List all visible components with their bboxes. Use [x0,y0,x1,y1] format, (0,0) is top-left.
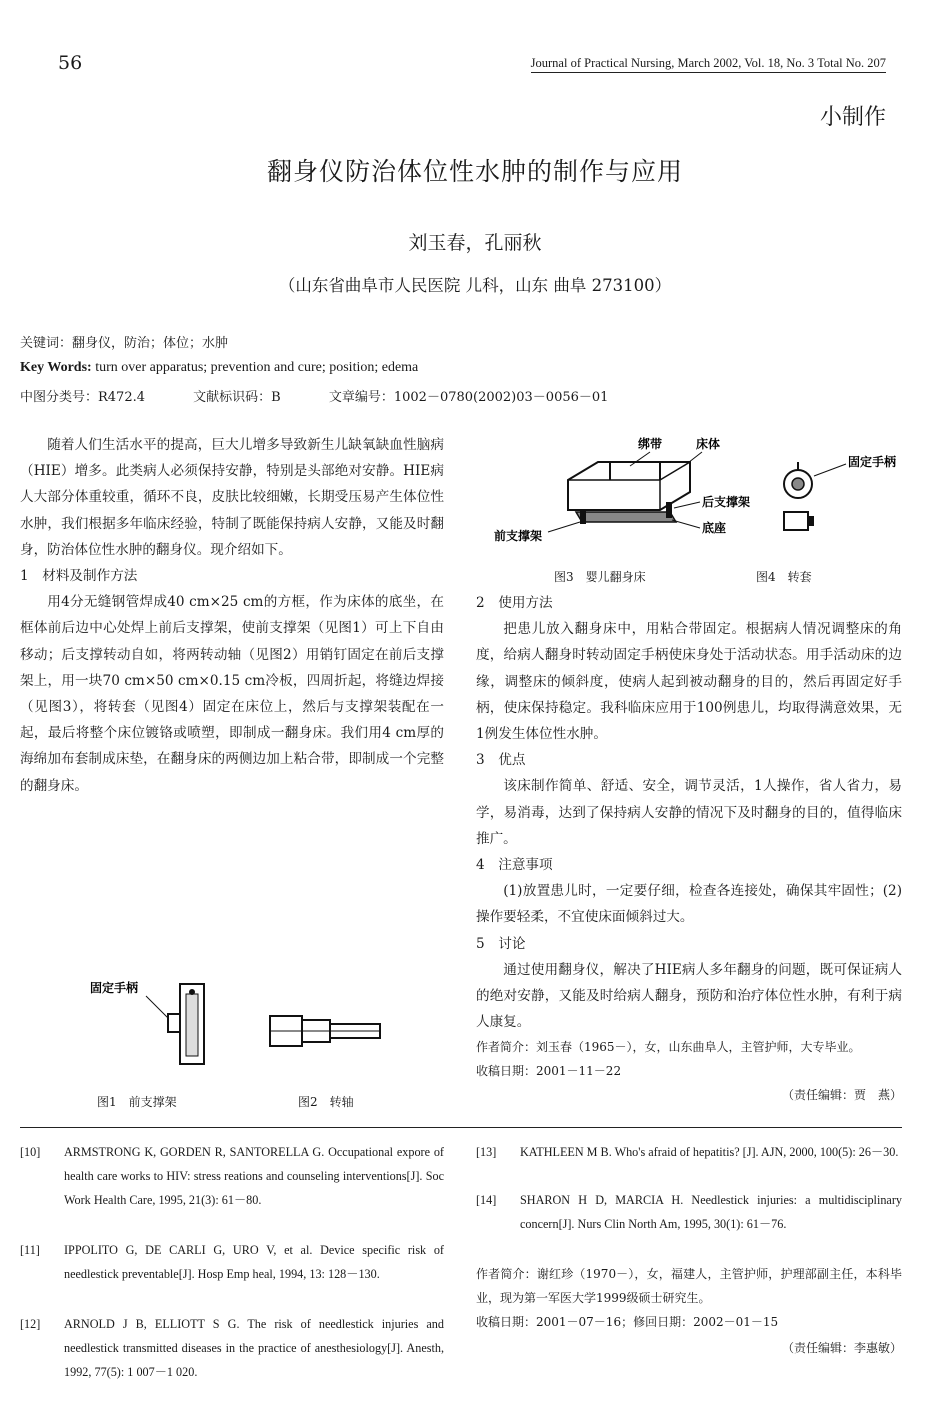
right-column [476,590,902,1107]
section-paragraph: 通过使用翻身仪，解决了HIE病人多年翻身的问题，既可保证病人的绝对安静，又能及时给病人翻身，预防和治疗体位性水肿，有利于病人康复。 [476,961,902,1031]
fig4-leader [814,464,846,476]
fig4-side-view [784,512,808,530]
received-date: 收稿日期：2001－11－22 [476,1064,622,1079]
figure-1-2-drawing [80,972,400,1072]
section-heading: 4 注意事项 [476,857,553,874]
fig3-base [576,512,676,522]
fig1-handle-label: 固定手柄 [90,981,139,995]
reference-item [20,1140,444,1212]
fig3-front-label: 前支撑架 [494,529,543,543]
reference-item [476,1140,902,1164]
reference-text: IPPOLITO G, DE CARLI G, URO V, et al. Device specific risk of needlestick preventable[J]. Hosp Emp heal, 1994, 13: 128－130. [64,1243,444,1281]
fig3-front-support [580,510,586,524]
fig1-slot [186,994,198,1056]
reference-number: [11] [20,1243,40,1257]
section-paragraph: 把患儿放入翻身床中，用粘合带固定。根据病人情况调整床的角度，给病人翻身时转动固定手柄使床身处于活动状态。用手活动床的边缘，调整床的倾斜度，使病人起到被动翻身的目的，然后再固定好手柄，使床保持稳定。我科临床应用于100例患儿，均取得满意效果，无1例发生体位性水肿。 [476,621,902,743]
section-heading: 3 优点 [476,752,526,769]
class-number: 中图分类号：R472.4 [20,390,146,405]
fig1-pin [189,989,195,995]
responsible-editor: （责任编辑：贾 燕） [781,1088,902,1103]
fig3-rear-label: 后支撑架 [702,495,751,509]
reference-item [20,1312,444,1384]
figure-3-4-drawing [480,432,910,562]
classification [20,386,652,405]
fig2-caption: 图2 转轴 [298,1095,354,1109]
fig3-strap-label: 绑带 [638,437,663,451]
reference-text: ARNOLD J B, ELLIOTT S G. The risk of needlestick injuries and needlestick transmitted diseases in the practice of anesthesiology[J]. Anesth, 1992, 77(5): 1 007－1 020. [64,1317,444,1379]
fig3-bed-label: 床体 [696,437,721,451]
reference-text: SHARON H D, MARCIA H. Needlestick injuries: a multidisciplinary concern[J]. Nurs Clin North Am, 1995, 30(1): 61－76. [520,1193,902,1231]
fig3-front-leader [548,522,580,532]
author-bio: 作者简介：刘玉春（1965－），女，山东曲阜人，主管护师，大专毕业。 [476,1040,861,1055]
fig1-leader-line [146,996,170,1020]
fig4-handle-label: 固定手柄 [848,455,897,469]
page-number: 56 [58,52,83,74]
keywords-cn: 关键词：翻身仪，防治；体位；水肿 [20,336,229,351]
article-title: 翻身仪防治体位性水肿的制作与应用 [266,157,683,186]
section-heading: 1 材料及制作方法 [20,568,138,585]
reference-number: [13] [476,1145,497,1159]
section-heading: 2 使用方法 [476,595,553,611]
prev-author-bio: 作者简介：谢红珍（1970－），女，福建人，主管护师，护理部副主任，本科毕业，现为第一军医大学1999级硕士研究生。 [476,1267,902,1305]
reference-item [20,1238,444,1286]
prev-responsible-editor: （责任编辑：李惠敏） [781,1341,902,1355]
keywords-en [20,360,418,376]
fig4-sleeve-core [792,478,804,490]
reference-text: ARMSTRONG K, GORDEN R, SANTORELLA G. Occupational expore of health care works to HIV: stress reations and counseling interventions[J]. Soc Work Health Care, 1995, 21(3): 61－80. [64,1145,444,1207]
fig3-rear-support [666,502,672,518]
fig3-caption: 图3 婴儿翻身床 [554,570,646,584]
fig3-base-leader [672,520,700,528]
section-divider [20,1127,902,1128]
section-paragraph: (1)放置患儿时，一定要仔细，检查各连接处，确保其牢固性；(2)操作要轻柔，不宜使床面倾斜过大。 [476,883,902,926]
reference-number: [12] [20,1317,41,1331]
fig4-side-pin [808,516,814,526]
fig1-caption: 图1 前支撑架 [97,1095,177,1109]
affiliation: （山东省曲阜市人民医院 儿科，山东 曲阜 273100） [278,276,672,295]
intro-paragraph: 随着人们生活水平的提高，巨大儿增多导致新生儿缺氧缺血性脑病（HIE）增多。此类病人必须保持安静，特别是头部绝对安静。HIE病人大部分体重较重，循环不良，皮肤比较细嫩，长期受压易产生体位性水肿，我们根据多年临床经验，特制了既能保持病人安静，又能及时翻身，防治体位性水肿的翻身仪。现介绍如下。 [20,437,444,558]
journal-header: Journal of Practical Nursing, March 2002, Vol. 18, No. 3 Total No. 207 [531,56,886,73]
fig1-handle [168,1014,180,1032]
keywords-en-label: Key Words: [20,360,92,375]
reference-number: [10] [20,1145,41,1159]
doc-code: 文献标识码：B [193,390,281,405]
fig3-bed-leader [684,452,702,466]
left-column [20,432,444,799]
reference-text: KATHLEEN M B. Who's afraid of hepatitis? [J]. AJN, 2000, 100(5): 26－30. [520,1145,899,1159]
prev-received-date: 收稿日期：2001－07－16；修回日期：2002－01－15 [476,1315,779,1329]
reference-number: [14] [476,1193,497,1207]
section-paragraph: 用4分无缝钢管焊成40 cm×25 cm的方框，作为床体的底坐，在框体前后边中心处焊上前后支撑架，使前支撑架（见图1）可上下自由移动；后支撑转动自如，将两转动轴（见图2）用销钉固定在前后支撑架上，用一块70 cm×50 cm×0.15 cm冷板，四周折起，将缝边焊接（见图3），将转套（见图4）固定在床位上，然后与支撑架装配在一起，最后将整个床位镀铬或喷塑，即制成一翻身床。我们用4 cm厚的海绵加布套制成床垫，在翻身床的两侧边加上粘合带，即制成一个完整的翻身床。 [20,594,444,794]
section-heading: 5 讨论 [476,935,526,952]
fig3-base-label: 底座 [702,521,727,535]
reference-item [476,1188,902,1236]
section-paragraph: 该床制作简单、舒适、安全，调节灵活，1人操作，省人省力，易学，易消毒，达到了保持病人安静的情况下及时翻身的目的，值得临床推广。 [476,778,902,847]
article-number: 文章编号：1002－0780(2002)03－0056－01 [328,390,609,405]
fig4-caption: 图4 转套 [756,570,812,584]
fig3-rear-leader [674,502,700,508]
keywords-en-text: turn over apparatus; prevention and cure; position; edema [91,360,419,375]
authors: 刘玉春，孔丽秋 [408,232,542,254]
column-label: 小制作 [819,105,886,130]
